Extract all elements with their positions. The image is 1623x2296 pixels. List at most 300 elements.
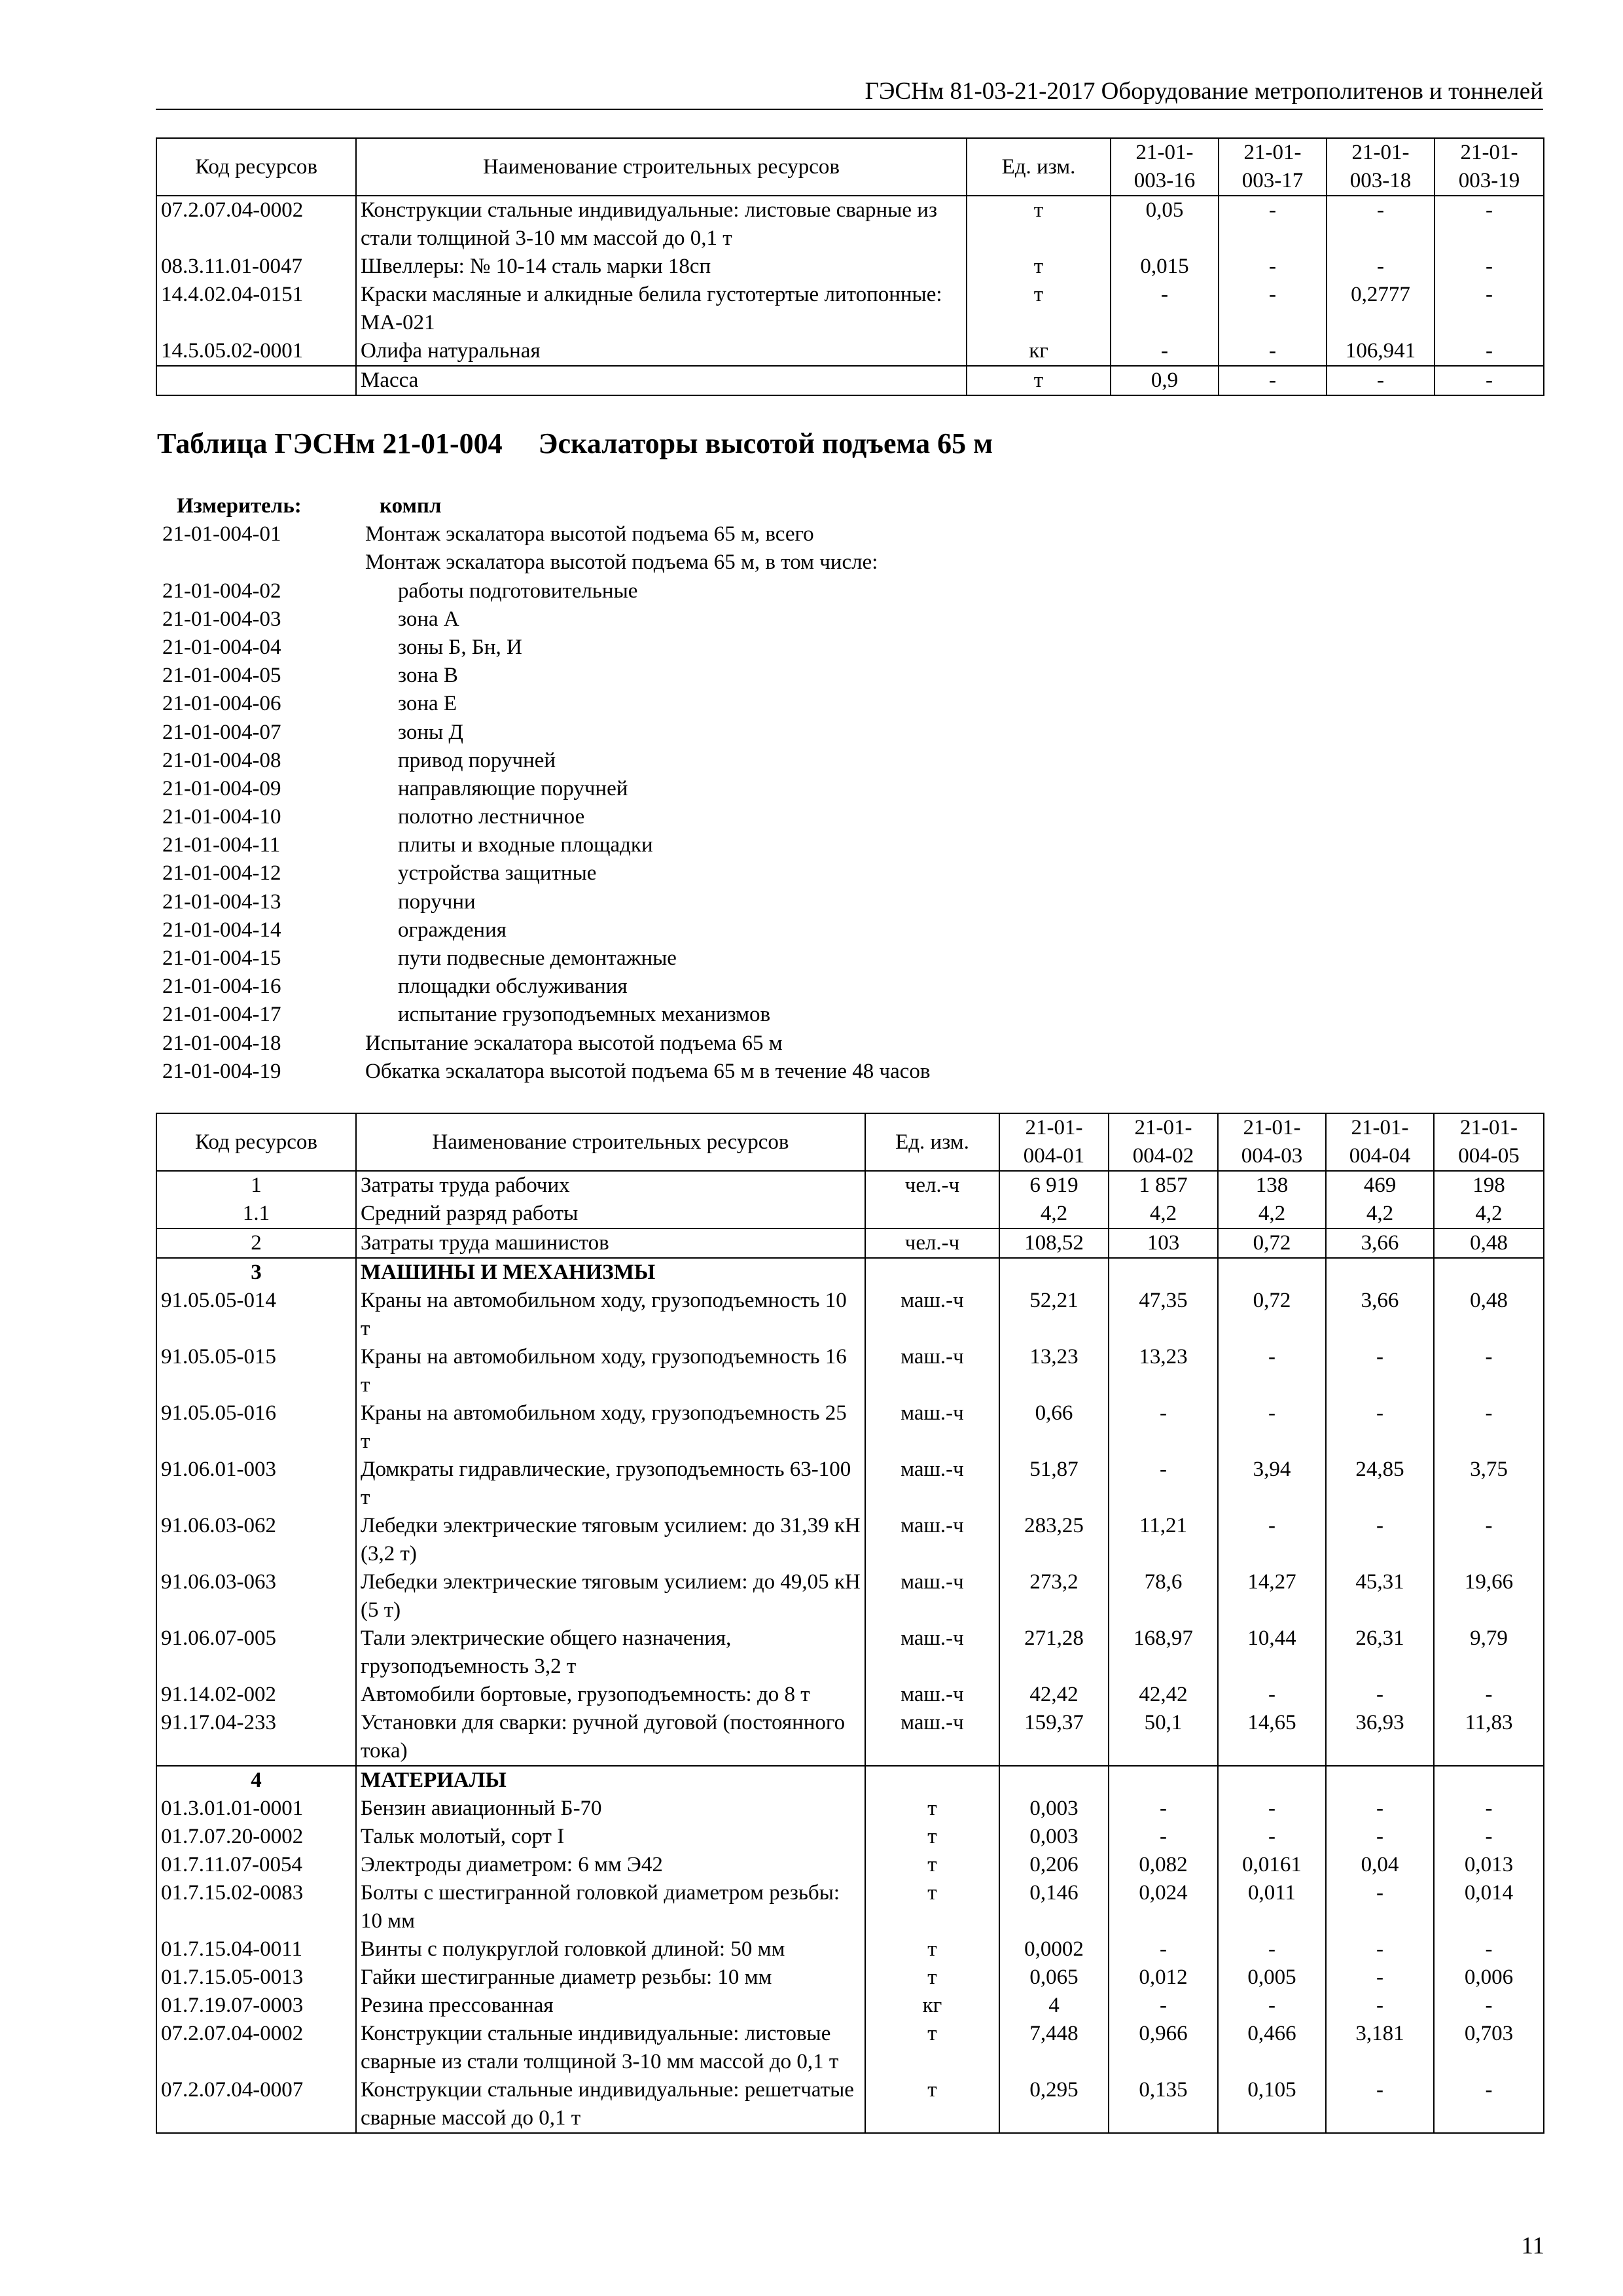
resource-value: 1 857 <box>1109 1171 1218 1200</box>
measurer-item-text: Обкатка эскалатора высотой подъема 65 м в течение 48 часов <box>365 1059 931 1083</box>
resource-value: 469 <box>1326 1171 1434 1200</box>
resource-name: Домкраты гидравлические, грузоподъемность 63-100 т <box>356 1456 865 1512</box>
resource-value: - <box>1109 1992 1218 2020</box>
column-header-line: 004-03 <box>1241 1144 1303 1168</box>
resource-value: 0,966 <box>1109 2020 1218 2076</box>
resources-table-003 <box>156 137 1544 396</box>
column-header-line: 003-18 <box>1349 169 1412 192</box>
resource-unit <box>865 1258 999 1287</box>
resource-value: 13,23 <box>1109 1343 1218 1399</box>
table-row <box>156 281 1544 337</box>
resource-value: 0,703 <box>1434 2020 1544 2076</box>
resource-unit <box>865 1200 999 1229</box>
resource-value: - <box>1434 1399 1544 1456</box>
table-row <box>156 1456 1544 1512</box>
resource-value <box>1434 1258 1544 1287</box>
resource-name: Лебедки электрические тяговым усилием: до 31,39 кН (3,2 т) <box>356 1512 865 1568</box>
column-header-line: 004-01 <box>1023 1144 1085 1168</box>
measurer-item <box>162 747 1275 775</box>
resource-name: Конструкции стальные индивидуальные: решетчатые сварные массой до 0,1 т <box>356 2076 865 2133</box>
resource-value: - <box>1434 1681 1544 1709</box>
resource-name: Затраты труда рабочих <box>356 1171 865 1200</box>
resource-value <box>1326 1258 1434 1287</box>
resource-value: 24,85 <box>1326 1456 1434 1512</box>
resource-unit: т <box>865 1964 999 1992</box>
resource-value: 198 <box>1434 1171 1544 1200</box>
column-header-line: 21-01- <box>1460 1116 1518 1139</box>
resource-value: - <box>1327 253 1435 281</box>
measurer-item <box>162 548 1275 577</box>
resource-code: 14.5.05.02-0001 <box>156 337 356 366</box>
resource-value: 103 <box>1109 1229 1218 1258</box>
resource-value: 0,024 <box>1109 1879 1218 1935</box>
resource-code: 08.3.11.01-0047 <box>156 253 356 281</box>
resource-value: - <box>1435 366 1544 395</box>
column-header <box>156 1113 356 1171</box>
resource-value: - <box>1434 1795 1544 1823</box>
resource-name: МАТЕРИАЛЫ <box>356 1766 865 1795</box>
resource-unit: маш.-ч <box>865 1681 999 1709</box>
resource-value: - <box>1326 2076 1434 2133</box>
resource-value: 0,006 <box>1434 1964 1544 1992</box>
resource-value <box>1109 1766 1218 1795</box>
table-row <box>156 1399 1544 1456</box>
table-row <box>156 1229 1544 1258</box>
resource-value: 45,31 <box>1326 1568 1434 1624</box>
measurer-item-code: 21-01-004-03 <box>162 607 281 631</box>
measurer-item-text: Монтаж эскалатора высотой подъема 65 м, в том числе: <box>365 550 878 575</box>
measurer-item <box>162 916 1275 944</box>
table-row <box>156 1709 1544 1766</box>
resource-value: - <box>1219 337 1327 366</box>
resource-value: 0,206 <box>999 1851 1109 1879</box>
resource-code: 3 <box>156 1258 356 1287</box>
resource-value: 50,1 <box>1109 1709 1218 1766</box>
resource-value: - <box>1327 366 1435 395</box>
column-header <box>1435 138 1544 196</box>
table-row <box>156 1171 1544 1200</box>
resource-value: 9,79 <box>1434 1624 1544 1681</box>
resource-code: 2 <box>156 1229 356 1258</box>
resource-value: 0,72 <box>1218 1229 1326 1258</box>
resource-value: 11,83 <box>1434 1709 1544 1766</box>
resource-value: 0,466 <box>1218 2020 1326 2076</box>
table-row <box>156 366 1544 395</box>
resource-value: - <box>1218 1681 1326 1709</box>
column-header-line: 21-01- <box>1460 141 1518 164</box>
measurer-item <box>162 1030 1275 1058</box>
resource-value: - <box>1435 253 1544 281</box>
measurer-list <box>162 520 1275 1086</box>
measurer-item-code: 21-01-004-14 <box>162 918 281 942</box>
measurer-item-text: пути подвесные демонтажные <box>398 946 677 970</box>
resource-value: - <box>1109 1795 1218 1823</box>
table-row <box>156 1795 1544 1823</box>
resource-value: - <box>1109 1456 1218 1512</box>
measurer-item <box>162 803 1275 831</box>
resource-code: 91.06.03-063 <box>156 1568 356 1624</box>
resource-name: Тальк молотый, сорт I <box>356 1823 865 1851</box>
resource-name: Бензин авиационный Б-70 <box>356 1795 865 1823</box>
resource-value: 168,97 <box>1109 1624 1218 1681</box>
column-header-line: 21-01- <box>1243 1116 1301 1139</box>
resource-unit: т <box>865 1879 999 1935</box>
resource-name: МАШИНЫ И МЕХАНИЗМЫ <box>356 1258 865 1287</box>
resource-unit: маш.-ч <box>865 1343 999 1399</box>
resource-unit: т <box>865 1935 999 1964</box>
resource-value: - <box>1111 337 1219 366</box>
resource-code: 1.1 <box>156 1200 356 1229</box>
resource-value: 273,2 <box>999 1568 1109 1624</box>
measurer-item <box>162 831 1275 859</box>
table-row <box>156 1681 1544 1709</box>
resource-code: 07.2.07.04-0002 <box>156 2020 356 2076</box>
column-header <box>1218 1113 1326 1171</box>
resource-name: Краны на автомобильном ходу, грузоподъемность 25 т <box>356 1399 865 1456</box>
resource-value: - <box>1218 1795 1326 1823</box>
resource-value: - <box>1434 1343 1544 1399</box>
resource-value: 4,2 <box>1109 1200 1218 1229</box>
column-header <box>1111 138 1219 196</box>
measurer-item <box>162 888 1275 916</box>
measurer-item-text: направляющие поручней <box>398 776 628 800</box>
column-header-line: 21-01- <box>1243 141 1302 164</box>
resource-value: 6 919 <box>999 1171 1109 1200</box>
resource-value: - <box>1326 1343 1434 1399</box>
resource-value: 47,35 <box>1109 1287 1218 1343</box>
resource-value: - <box>1434 1992 1544 2020</box>
measurer-item-text: зона Е <box>398 692 457 716</box>
resource-code: 01.7.11.07-0054 <box>156 1851 356 1879</box>
header-rule <box>156 109 1543 110</box>
resource-value <box>1326 1766 1434 1795</box>
resource-unit: т <box>967 281 1111 337</box>
resource-value: 0,082 <box>1109 1851 1218 1879</box>
resource-unit: маш.-ч <box>865 1456 999 1512</box>
column-header-line: 21-01- <box>1025 1116 1083 1139</box>
resource-name: Конструкции стальные индивидуальные: листовые сварные из стали толщиной 3-10 мм массой до 0,1 т <box>356 196 967 253</box>
resource-name: Затраты труда машинистов <box>356 1229 865 1258</box>
measurer-value: компл <box>380 494 442 518</box>
column-header <box>1109 1113 1218 1171</box>
resource-value: 10,44 <box>1218 1624 1326 1681</box>
measurer-item-code: 21-01-004-08 <box>162 748 281 772</box>
resource-value: 0,0002 <box>999 1935 1109 1964</box>
column-header-line: 21-01- <box>1135 141 1194 164</box>
resource-code: 91.06.03-062 <box>156 1512 356 1568</box>
table-section-title <box>157 425 993 462</box>
measurer-block <box>162 492 1275 1086</box>
measurer-item <box>162 944 1275 973</box>
resource-unit: т <box>865 1851 999 1879</box>
resource-value: - <box>1434 2076 1544 2133</box>
measurer-item-code: 21-01-004-06 <box>162 692 281 716</box>
measurer-item-code: 21-01-004-16 <box>162 975 281 999</box>
resource-unit: маш.-ч <box>865 1624 999 1681</box>
measurer-item-text: зоны Б, Бн, И <box>398 635 522 659</box>
resource-value: 0,005 <box>1218 1964 1326 1992</box>
resource-value: 0,2777 <box>1327 281 1435 337</box>
column-header <box>156 138 356 196</box>
table-row <box>156 1992 1544 2020</box>
table-row <box>156 1823 1544 1851</box>
measurer-item <box>162 605 1275 634</box>
measurer-item-code: 21-01-004-05 <box>162 664 281 688</box>
table-row <box>156 1624 1544 1681</box>
resource-value: - <box>1326 1992 1434 2020</box>
measurer-head <box>162 492 1275 520</box>
measurer-item-code: 21-01-004-10 <box>162 805 281 829</box>
resource-value: 3,181 <box>1326 2020 1434 2076</box>
resource-value: - <box>1218 1823 1326 1851</box>
measurer-item <box>162 1001 1275 1029</box>
resource-value: - <box>1326 1823 1434 1851</box>
resource-value: 4,2 <box>1434 1200 1544 1229</box>
column-header-line: Наименование строительных ресурсов <box>432 1130 789 1154</box>
column-header-line: 003-16 <box>1133 169 1196 192</box>
column-header <box>967 138 1111 196</box>
resource-code: 07.2.07.04-0007 <box>156 2076 356 2133</box>
resource-value <box>1218 1258 1326 1287</box>
resource-value: 0,9 <box>1111 366 1219 395</box>
measurer-item-text: зона В <box>398 664 458 688</box>
resource-value: 0,003 <box>999 1823 1109 1851</box>
measurer-item-text: испытание грузоподъемных механизмов <box>398 1003 771 1027</box>
resource-unit: чел.-ч <box>865 1171 999 1200</box>
table-row <box>156 196 1544 253</box>
column-header-line: Ед. изм. <box>1001 154 1076 179</box>
resource-value: 3,75 <box>1434 1456 1544 1512</box>
column-header-line: Код ресурсов <box>195 154 317 179</box>
table-row <box>156 1964 1544 1992</box>
resource-value: - <box>1434 1512 1544 1568</box>
resource-value: 26,31 <box>1326 1624 1434 1681</box>
measurer-item-code: 21-01-004-12 <box>162 861 281 886</box>
measurer-item-code: 21-01-004-09 <box>162 776 281 800</box>
resource-unit: кг <box>865 1992 999 2020</box>
measurer-item-text: привод поручней <box>398 748 556 772</box>
resource-name: Тали электрические общего назначения, грузоподъемность 3,2 т <box>356 1624 865 1681</box>
table-row <box>156 337 1544 366</box>
resource-value: 3,66 <box>1326 1287 1434 1343</box>
column-header-line: 004-05 <box>1458 1144 1520 1168</box>
resource-value: - <box>1218 1399 1326 1456</box>
resource-value: 19,66 <box>1434 1568 1544 1624</box>
resource-code: 91.06.07-005 <box>156 1624 356 1681</box>
resource-value: 14,65 <box>1218 1709 1326 1766</box>
column-header <box>999 1113 1109 1171</box>
table-row <box>156 1935 1544 1964</box>
resource-name: Резина прессованная <box>356 1992 865 2020</box>
resource-value: - <box>1327 196 1435 253</box>
measurer-item-code: 21-01-004-18 <box>162 1031 281 1055</box>
resource-unit: маш.-ч <box>865 1568 999 1624</box>
measurer-item-text: площадки обслуживания <box>398 975 628 999</box>
measurer-item-code: 21-01-004-11 <box>162 833 281 857</box>
resource-value: 0,48 <box>1434 1287 1544 1343</box>
resource-value: 0,014 <box>1434 1879 1544 1935</box>
measurer-item-code: 21-01-004-01 <box>162 522 281 547</box>
resource-code: 01.7.19.07-0003 <box>156 1992 356 2020</box>
column-header-line: 21-01- <box>1351 141 1410 164</box>
resource-code: 01.7.15.05-0013 <box>156 1964 356 1992</box>
resource-name: Электроды диаметром: 6 мм Э42 <box>356 1851 865 1879</box>
resource-value: 0,135 <box>1109 2076 1218 2133</box>
resource-value <box>1109 1258 1218 1287</box>
measurer-item-text: ограждения <box>398 918 507 942</box>
resource-value: 14,27 <box>1218 1568 1326 1624</box>
column-header-line: 004-02 <box>1132 1144 1194 1168</box>
measurer-item-code <box>162 548 365 577</box>
resource-value: 0,295 <box>999 2076 1109 2133</box>
resource-name: Конструкции стальные индивидуальные: листовые сварные из стали толщиной 3-10 мм массой до 0,1 т <box>356 2020 865 2076</box>
resource-code: 91.05.05-014 <box>156 1287 356 1343</box>
column-header-line: Ед. изм. <box>895 1130 969 1154</box>
resource-unit: маш.-ч <box>865 1709 999 1766</box>
table-row <box>156 2020 1544 2076</box>
resource-value: - <box>1434 1935 1544 1964</box>
resource-name: Масса <box>356 366 967 395</box>
resource-value: - <box>1434 1823 1544 1851</box>
resource-value: 0,146 <box>999 1879 1109 1935</box>
resource-name: Болты с шестигранной головкой диаметром резьбы: 10 мм <box>356 1879 865 1935</box>
measurer-item <box>162 662 1275 690</box>
resource-unit: кг <box>967 337 1111 366</box>
resource-name: Краны на автомобильном ходу, грузоподъемность 10 т <box>356 1287 865 1343</box>
resource-code: 91.06.01-003 <box>156 1456 356 1512</box>
resource-value: 0,015 <box>1111 253 1219 281</box>
resource-unit: маш.-ч <box>865 1512 999 1568</box>
measurer-item <box>162 775 1275 803</box>
resource-unit: т <box>967 253 1111 281</box>
resource-code: 91.17.04-233 <box>156 1709 356 1766</box>
table-row <box>156 1343 1544 1399</box>
resource-value: 4,2 <box>1326 1200 1434 1229</box>
measurer-item-code: 21-01-004-17 <box>162 1003 281 1027</box>
column-header-line: 003-17 <box>1241 169 1304 192</box>
measurer-item-text: поручни <box>398 889 476 914</box>
table-row <box>156 1200 1544 1229</box>
resource-value: 0,66 <box>999 1399 1109 1456</box>
resource-value: - <box>1218 1512 1326 1568</box>
resource-value: 78,6 <box>1109 1568 1218 1624</box>
resource-value <box>1434 1766 1544 1795</box>
resource-value: 0,72 <box>1218 1287 1326 1343</box>
resource-value: - <box>1435 281 1544 337</box>
resource-value: - <box>1218 1935 1326 1964</box>
resource-value: 42,42 <box>1109 1681 1218 1709</box>
table-label: Таблица ГЭСНм 21-01-004 <box>157 427 503 459</box>
measurer-item-text: работы подготовительные <box>398 579 638 603</box>
measurer-item <box>162 719 1275 747</box>
resource-value: 36,93 <box>1326 1709 1434 1766</box>
table-row <box>156 1851 1544 1879</box>
resource-unit: т <box>967 366 1111 395</box>
resource-value: 0,065 <box>999 1964 1109 1992</box>
column-header <box>1326 1113 1434 1171</box>
resource-value: 159,37 <box>999 1709 1109 1766</box>
table-body <box>156 196 1544 395</box>
measurer-item <box>162 520 1275 548</box>
resource-value: - <box>1109 1399 1218 1456</box>
column-header-line: 003-19 <box>1458 169 1520 192</box>
resource-value: 0,013 <box>1434 1851 1544 1879</box>
resource-unit: т <box>865 1823 999 1851</box>
resource-value: 3,94 <box>1218 1456 1326 1512</box>
measurer-item-text: полотно лестничное <box>398 805 585 829</box>
resource-code: 91.05.05-015 <box>156 1343 356 1399</box>
measurer-item-code: 21-01-004-02 <box>162 579 281 603</box>
resource-value: - <box>1109 1823 1218 1851</box>
column-header-line: Код ресурсов <box>195 1130 317 1154</box>
resource-value <box>1218 1766 1326 1795</box>
table-row <box>156 2076 1544 2133</box>
table-row <box>156 1258 1544 1287</box>
resource-code: 07.2.07.04-0002 <box>156 196 356 253</box>
table-title: Эскалаторы высотой подъема 65 м <box>538 427 993 459</box>
column-header <box>356 1113 865 1171</box>
resource-name: Краны на автомобильном ходу, грузоподъемность 16 т <box>356 1343 865 1399</box>
resource-value: - <box>1218 1992 1326 2020</box>
measurer-item <box>162 859 1275 888</box>
table-row <box>156 253 1544 281</box>
resource-value: - <box>1219 253 1327 281</box>
resource-code: 1 <box>156 1171 356 1200</box>
resource-value: 0,48 <box>1434 1229 1544 1258</box>
resource-value: - <box>1326 1795 1434 1823</box>
resource-value: - <box>1219 196 1327 253</box>
resource-value: - <box>1326 1964 1434 1992</box>
table-row <box>156 1512 1544 1568</box>
measurer-item-code: 21-01-004-15 <box>162 946 281 970</box>
resource-value: - <box>1219 281 1327 337</box>
measurer-item <box>162 634 1275 662</box>
measurer-item-code: 21-01-004-19 <box>162 1059 281 1083</box>
column-header <box>1434 1113 1544 1171</box>
resource-value: 0,0161 <box>1218 1851 1326 1879</box>
resource-value: 4 <box>999 1992 1109 2020</box>
measurer-item <box>162 577 1275 605</box>
measurer-item-text: плиты и входные площадки <box>398 833 653 857</box>
resource-value: 271,28 <box>999 1624 1109 1681</box>
measurer-item-text: Монтаж эскалатора высотой подъема 65 м, всего <box>365 522 814 547</box>
column-header <box>865 1113 999 1171</box>
resource-value: 3,66 <box>1326 1229 1434 1258</box>
resource-value: 0,003 <box>999 1795 1109 1823</box>
resource-value: 0,04 <box>1326 1851 1434 1879</box>
column-header-line: Наименование строительных ресурсов <box>482 154 840 179</box>
resource-value: - <box>1218 1343 1326 1399</box>
resource-value: 11,21 <box>1109 1512 1218 1568</box>
measurer-item-code: 21-01-004-04 <box>162 635 281 659</box>
column-header <box>356 138 967 196</box>
resource-value: 0,011 <box>1218 1879 1326 1935</box>
resource-name: Олифа натуральная <box>356 337 967 366</box>
measurer-item-text: зона А <box>398 607 459 631</box>
resource-name: Гайки шестигранные диаметр резьбы: 10 мм <box>356 1964 865 1992</box>
resource-value: 108,52 <box>999 1229 1109 1258</box>
table-body <box>156 1171 1544 2133</box>
resource-value: - <box>1326 1399 1434 1456</box>
measurer-item <box>162 690 1275 718</box>
resource-value: 4,2 <box>999 1200 1109 1229</box>
resource-value: 106,941 <box>1327 337 1435 366</box>
resource-value: 283,25 <box>999 1512 1109 1568</box>
measurer-label: Измеритель: <box>177 494 302 518</box>
resource-value: 42,42 <box>999 1681 1109 1709</box>
page-header: ГЭСНм 81-03-21-2017 Оборудование метрополитенов и тоннелей <box>865 78 1543 105</box>
resource-unit: т <box>865 1795 999 1823</box>
